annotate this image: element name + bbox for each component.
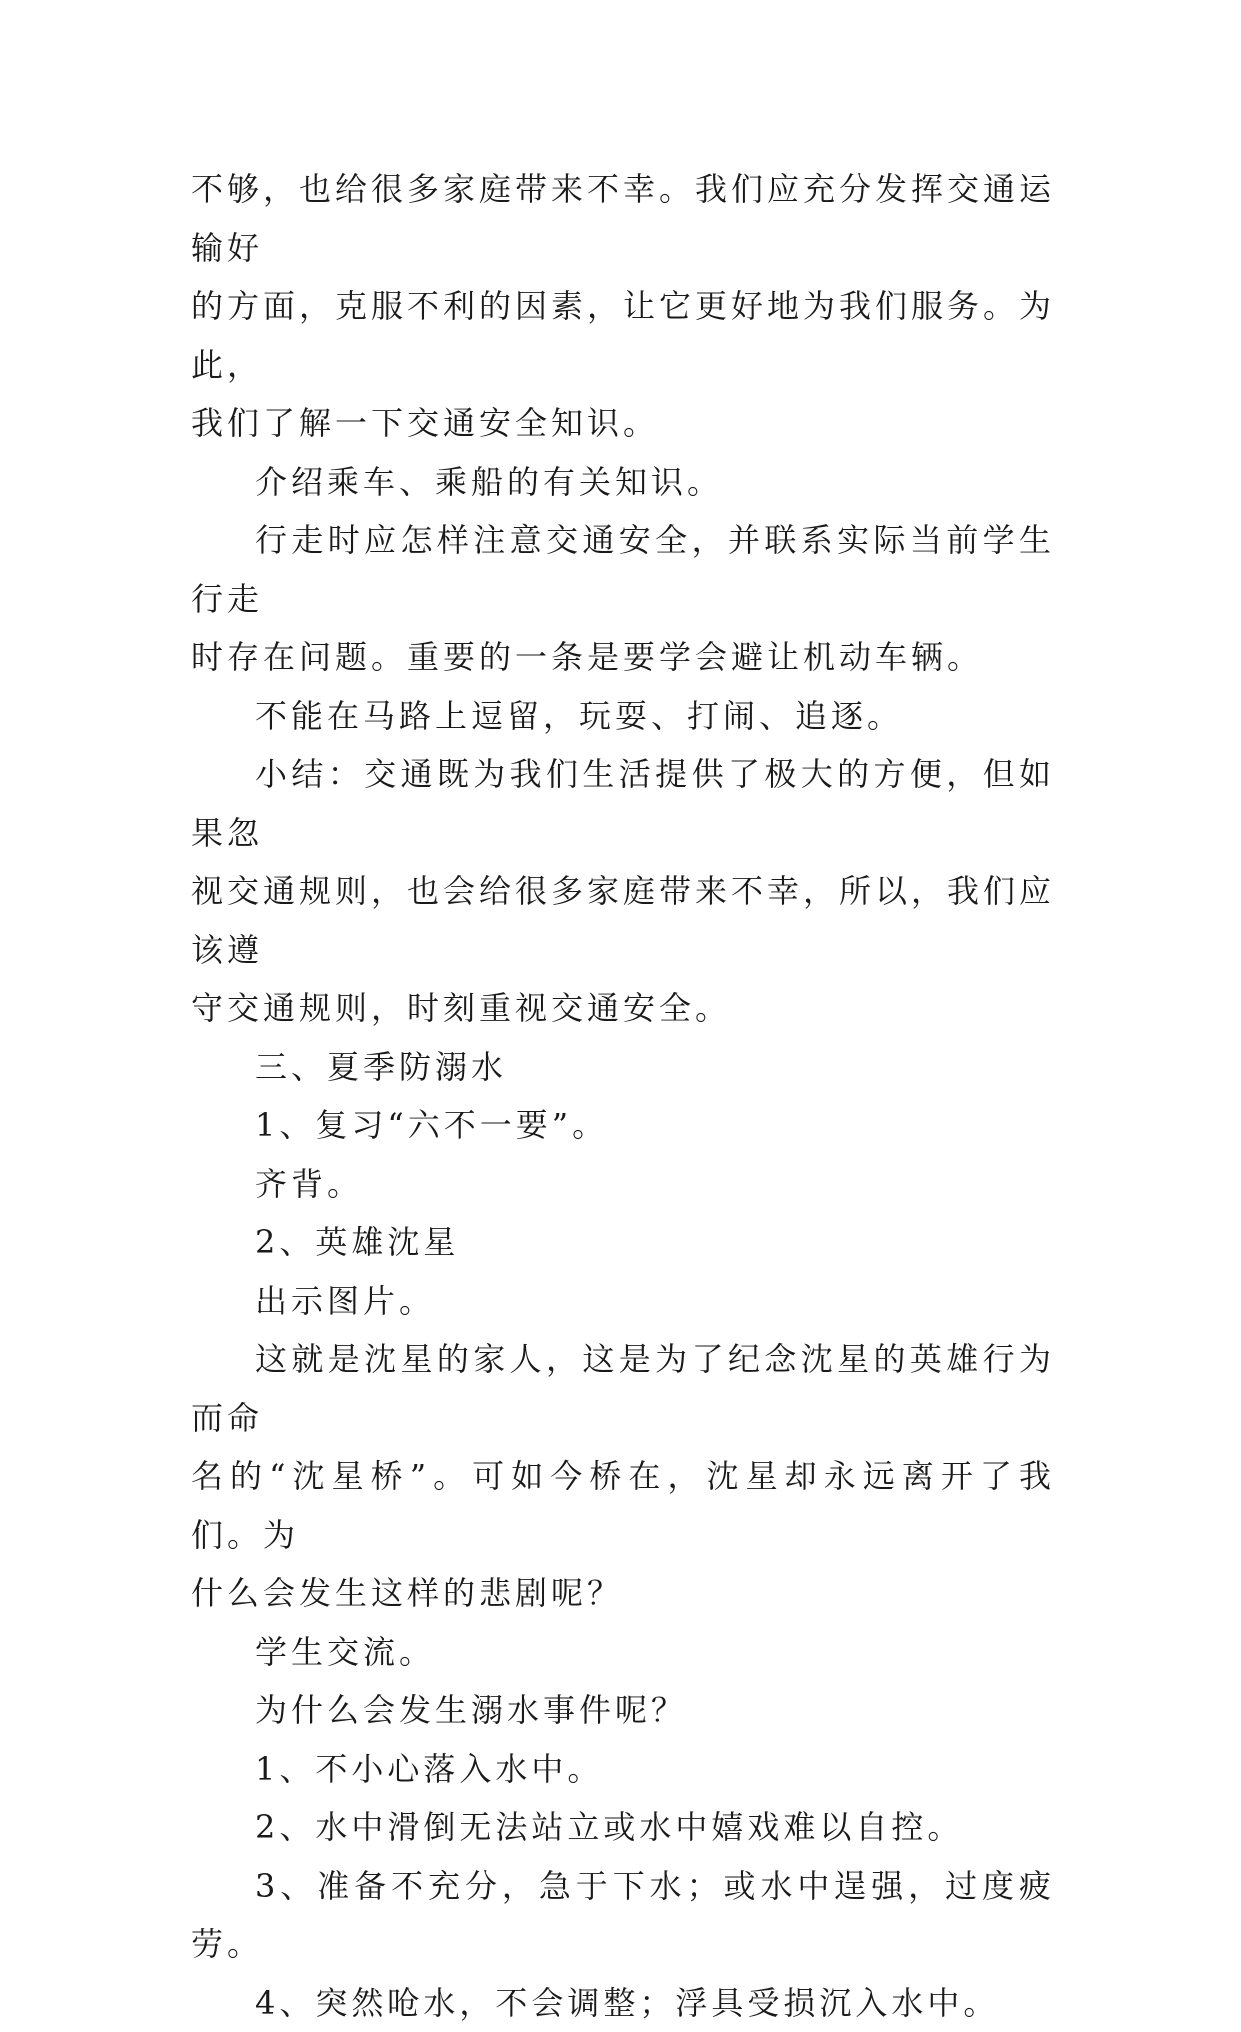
text-line: 守交通规则，时刻重视交通安全。 — [191, 979, 1055, 1038]
text-line: 什么会发生这样的悲剧呢？ — [191, 1564, 1055, 1623]
text-line: 三、夏季防溺水 — [191, 1038, 1055, 1097]
text-line: 这就是沈星的家人，这是为了纪念沈星的英雄行为而命 — [191, 1330, 1055, 1447]
text-line: 2、水中滑倒无法站立或水中嬉戏难以自控。 — [191, 1798, 1055, 1857]
paragraph-p3 — [191, 511, 1055, 687]
text-line: 视交通规则，也会给很多家庭带来不幸，所以，我们应该遵 — [191, 862, 1055, 979]
paragraph-p16 — [191, 1857, 1055, 1974]
text-line: 的方面，克服不利的因素，让它更好地为我们服务。为此， — [191, 277, 1055, 394]
paragraph-p6 — [191, 1038, 1055, 1097]
text-line: 时存在问题。重要的一条是要学会避让机动车辆。 — [191, 628, 1055, 687]
text-line: 不能在马路上逗留，玩耍、打闹、追逐。 — [191, 687, 1055, 746]
text-line: 学生交流。 — [191, 1623, 1055, 1682]
text-line: 1、复习“六不一要”。 — [191, 1096, 1055, 1155]
paragraph-p8 — [191, 1155, 1055, 1214]
text-line: 2、英雄沈星 — [191, 1213, 1055, 1272]
text-line: 为什么会发生溺水事件呢？ — [191, 1681, 1055, 1740]
paragraph-p14 — [191, 1740, 1055, 1799]
text-line: 名的“沈星桥”。可如今桥在，沈星却永远离开了我们。为 — [191, 1447, 1055, 1564]
paragraph-p12 — [191, 1623, 1055, 1682]
text-line: 我们了解一下交通安全知识。 — [191, 394, 1055, 453]
text-line: 行走时应怎样注意交通安全，并联系实际当前学生行走 — [191, 511, 1055, 628]
paragraph-p4 — [191, 687, 1055, 746]
text-line: 出示图片。 — [191, 1272, 1055, 1331]
document-body — [191, 160, 1055, 2032]
text-line: 齐背。 — [191, 1155, 1055, 1214]
text-line: 3、准备不充分，急于下水；或水中逞强，过度疲劳。 — [191, 1857, 1055, 1974]
paragraph-p11 — [191, 1330, 1055, 1623]
paragraph-p7 — [191, 1096, 1055, 1155]
text-line: 不够，也给很多家庭带来不幸。我们应充分发挥交通运输好 — [191, 160, 1055, 277]
paragraph-p10 — [191, 1272, 1055, 1331]
text-line: 1、不小心落入水中。 — [191, 1740, 1055, 1799]
text-line: 小结：交通既为我们生活提供了极大的方便，但如果忽 — [191, 745, 1055, 862]
text-line: 介绍乘车、乘船的有关知识。 — [191, 453, 1055, 512]
paragraph-p1 — [191, 160, 1055, 453]
paragraph-p9 — [191, 1213, 1055, 1272]
paragraph-p2 — [191, 453, 1055, 512]
text-line: 4、突然呛水，不会调整；浮具受损沉入水中。 — [191, 1974, 1055, 2032]
paragraph-p5 — [191, 745, 1055, 1038]
paragraph-p15 — [191, 1798, 1055, 1857]
paragraph-p13 — [191, 1681, 1055, 1740]
paragraph-p17 — [191, 1974, 1055, 2032]
